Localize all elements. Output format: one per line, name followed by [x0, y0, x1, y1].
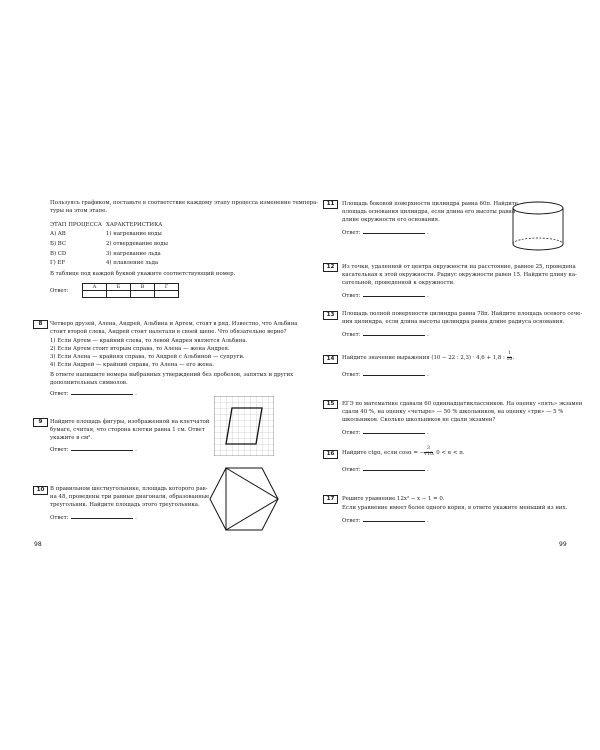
q14-frac-den: 10 [506, 357, 513, 362]
q14-text: Найдите значение выражения (10 − 22 : 2,3) · 4,6 + 1,8 : [342, 355, 505, 361]
q9-line-2: бумаге, считая, что сторона клетки равна 1 см. Ответ [50, 427, 205, 433]
q13-answer-line[interactable] [363, 330, 425, 336]
q16-frac-den: √10 [424, 452, 433, 457]
q9-line-3: укажите в см². [50, 435, 93, 441]
q14-answer[interactable]: Ответ: . [342, 372, 429, 378]
page-number-right: 99 [559, 541, 567, 548]
q15-line-1: ЕГЭ по математике сдавали 60 одиннадцатиклассников. На оценку «пять» экзамен [342, 401, 583, 407]
q17-answer-label: Ответ: [342, 518, 361, 524]
q13-answer[interactable]: Ответ: . [342, 332, 429, 338]
question-number-14: 14 [323, 355, 338, 364]
q12-line-3: сательной, проведенной к окружности. [342, 280, 455, 286]
intro-line-2: туры на этом этапе. [50, 208, 107, 214]
q11-answer[interactable]: Ответ: . [342, 230, 429, 236]
answer-col-d: Г [155, 284, 179, 291]
q14-line [342, 352, 514, 365]
q8-option-3: 3) Если Алена — крайняя справа, то Андрей с Альбиной — супруги. [50, 354, 245, 360]
question-number-17: 17 [323, 495, 338, 504]
grid-parallelogram-figure [214, 396, 274, 456]
cylinder-figure [510, 200, 566, 254]
q11-line-1: Площадь боковой поверхности цилиндра равна 60π. Найдите [342, 201, 518, 207]
q9-answer-line[interactable] [71, 445, 133, 451]
q14-tail: . [512, 355, 515, 361]
q8-option-1: 1) Если Артем — крайний слева, то левой Андрея является Альбина. [50, 338, 248, 344]
q16-frac-num: 3 [427, 446, 430, 452]
q10-answer-label: Ответ: [50, 515, 69, 521]
q17-line-2: Если уравнение имеет более одного корня, в ответе укажите меньший из них. [342, 505, 568, 511]
characteristic-4: 4) плавление льда [106, 260, 159, 266]
question-number-13: 13 [323, 311, 338, 320]
answer-cell-d[interactable] [155, 291, 179, 298]
q16-line [342, 447, 465, 460]
q16-text-a: Найдите ctgα, если cosα = − [342, 450, 425, 456]
stage-a: А) AB [50, 231, 66, 237]
answer-grid[interactable] [82, 283, 179, 298]
q15-answer[interactable]: Ответ: . [342, 430, 429, 436]
q13-line-2: ния цилиндра, если длина высоты цилиндра равна длине радиуса основания. [342, 319, 565, 325]
question-number-8: 8 [33, 320, 48, 329]
q11-line-3: длине окружности его основания. [342, 217, 440, 223]
question-number-9: 9 [33, 418, 48, 427]
q8-option-4: 4) Если Андрей — крайний справа, то Алена — его жена. [50, 362, 214, 368]
q12-answer-label: Ответ: [342, 293, 361, 299]
q15-line-2: сдали 40 %, на оценку «четыре» — 50 % школьников, на оценку «три» — 5 % [342, 409, 564, 415]
q8-instruction-1: В ответе напишите номера выбранных утверждений без пробелов, запятых и других [50, 372, 294, 378]
stage-c: В) CD [50, 251, 67, 257]
q9-line-1: Найдите площадь фигуры, изображенной на клетчатой [50, 419, 210, 425]
characteristic-1: 1) нагревание воды [106, 231, 162, 237]
answer-col-a: А [83, 284, 107, 291]
hexagon-triangle-figure [208, 466, 280, 532]
q8-option-2: 2) Если Артем стоит вторым справа, то Алена — жена Андрея. [50, 346, 230, 352]
answer-cell-c[interactable] [131, 291, 155, 298]
stage-b: Б) BC [50, 241, 66, 247]
characteristic-3: 3) нагревание льда [106, 251, 161, 257]
q17-line-1: Решите уравнение 12x² − x − 1 = 0. [342, 496, 445, 502]
question-number-16: 16 [323, 450, 338, 459]
q15-answer-label: Ответ: [342, 430, 361, 436]
answer-cell-a[interactable] [83, 291, 107, 298]
q8-line-2: стоит второй слева, Андрей стоит налетали в своей шене. Что обязательно верно? [50, 329, 287, 335]
q14-answer-line[interactable] [363, 370, 425, 376]
question-number-15: 15 [323, 400, 338, 409]
q14-frac-num: 1 [507, 351, 511, 357]
intro-line-1: Пользуясь графиком, поставьте в соответствие каждому этапу процесса изменение темпера- [50, 200, 319, 206]
q14-answer-label: Ответ: [342, 372, 361, 378]
answer-cell-b[interactable] [107, 291, 131, 298]
q9-answer-label: Ответ: [50, 447, 69, 453]
q13-line-1: Площадь полной поверхности цилиндра равна 78π. Найдите площадь осевого сече- [342, 311, 583, 317]
q8-answer[interactable]: Ответ: . [50, 391, 137, 397]
right-page [300, 0, 600, 750]
q17-answer-line[interactable] [363, 516, 425, 522]
answer-col-b: Б [107, 284, 131, 291]
characteristic-2: 2) отвердевание воды [106, 241, 168, 247]
q11-line-2: площадь основания цилиндра, если длина его высоты равна [342, 209, 516, 215]
page-number-left: 98 [34, 541, 42, 548]
q16-answer[interactable]: Ответ: . [342, 467, 429, 473]
q15-answer-line[interactable] [363, 428, 425, 434]
q8-line-1: Четверо друзей, Алена, Андрей, Альбина и Артем, стоят в ряд. Известно, что Альбина [50, 321, 298, 327]
q17-answer[interactable]: Ответ: . [342, 518, 429, 524]
q10-answer[interactable]: Ответ: . [50, 515, 137, 521]
q8-answer-line[interactable] [71, 389, 133, 395]
q8-answer-label: Ответ: [50, 391, 69, 397]
q16-fraction [424, 447, 433, 457]
q10-answer-line[interactable] [71, 513, 133, 519]
q10-line-1: В правильном шестиугольнике, площадь которого рав- [50, 486, 208, 492]
q11-answer-label: Ответ: [342, 230, 361, 236]
q16-text-b: , 0 < α < π. [432, 450, 465, 456]
q15-line-3: школьников. Сколько школьников не сдали экзамен? [342, 417, 496, 423]
question-number-10: 10 [33, 486, 48, 495]
q10-line-2: на 48, проведены три равные диагонали, образованные [50, 494, 210, 500]
q16-answer-line[interactable] [363, 465, 425, 471]
q11-answer-line[interactable] [363, 228, 425, 234]
stage-d: Г) EF [50, 260, 66, 266]
q12-answer-line[interactable] [363, 291, 425, 297]
q10-line-3: треугольник. Найдите площадь этого треугольника. [50, 502, 200, 508]
intro-answer-label: Ответ: [50, 288, 69, 294]
answer-col-c: В [131, 284, 155, 291]
intro-instruction: В таблице под каждой буквой укажите соответствующий номер. [50, 271, 236, 277]
characteristic-header: ХАРАКТЕРИСТИКА [106, 222, 163, 228]
q16-answer-label: Ответ: [342, 467, 361, 473]
stage-header: ЭТАП ПРОЦЕССА [50, 222, 102, 228]
q12-line-2: касательная к этой окружности. Радиус окружности равен 15. Найдите длину ка- [342, 272, 577, 278]
q13-answer-label: Ответ: [342, 332, 361, 338]
question-number-12: 12 [323, 263, 338, 272]
q12-answer[interactable]: Ответ: . [342, 293, 429, 299]
question-number-11: 11 [323, 200, 338, 209]
q8-instruction-2: дополнительных символов. [50, 380, 128, 386]
q9-answer[interactable]: Ответ: . [50, 447, 137, 453]
q12-line-1: Из точки, удаленной от центра окружности на расстояние, равное 25, проведена [342, 264, 576, 270]
